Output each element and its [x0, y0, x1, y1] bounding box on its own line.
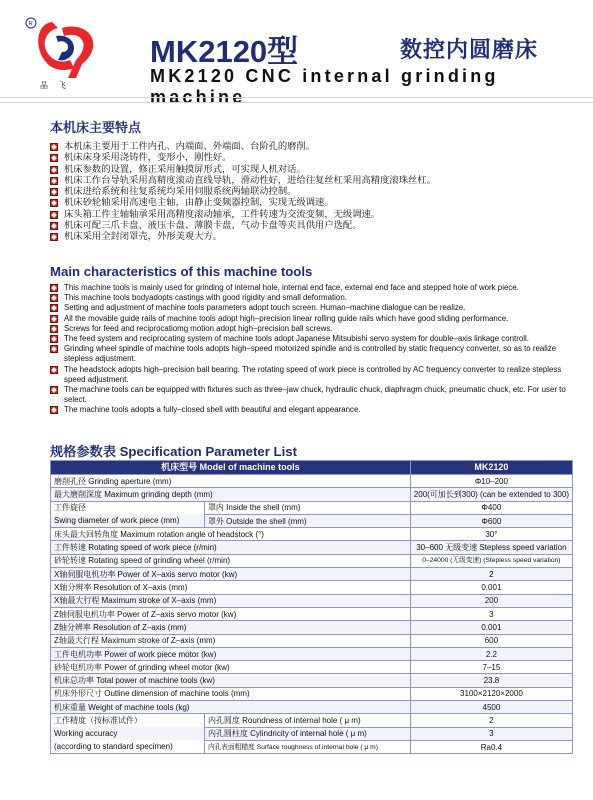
spec-value: 23.8: [410, 674, 572, 687]
spec-value: 2: [410, 714, 572, 727]
list-item-text: 机床参数的设置，修正采用触摸屏形式，可实现人机对话。: [64, 163, 306, 174]
list-item: [50, 334, 570, 344]
list-item: [50, 175, 570, 186]
table-row: [51, 541, 573, 554]
spec-value: 3100×2120×2000: [410, 687, 572, 700]
table-row: [51, 647, 573, 660]
spec-value: 0.001: [410, 581, 572, 594]
table-row: [51, 687, 573, 700]
list-item-text: The machine tools can be equipped with fixtures such as three–jaw chuck, hydraulic chuck, diaphragm chuck, pneumatic chuck, etc. For user to select.: [64, 385, 566, 405]
list-item-text: The machine tools adopts a fully–closed shell with beautiful and elegant appearance.: [64, 405, 361, 415]
spec-head-label: 机床型号 Model of machine tools: [51, 461, 411, 475]
spec-value: Ra0.4: [410, 740, 572, 753]
spec-value: 4500: [410, 701, 572, 714]
list-item-text: This machine tools is mainly used for grinding of internal hole, internal end face, external end face and stepped hole of work piece.: [64, 283, 519, 292]
list-item: [50, 324, 570, 334]
list-item-text: 机床进给系统和往复系统均采用伺服系统两轴联动控制。: [64, 186, 297, 197]
spec-group-label: 工件旋径: [51, 501, 205, 514]
list-item-text: Grinding wheel spindle of machine tools adopts high–speed motorized spindle and is controlled by static frequency converter, so as to realize stepless adjustment.: [64, 344, 557, 364]
bullet-icon: [50, 294, 58, 302]
spec-group-label: (according to standard specimen): [51, 740, 205, 753]
spec-label: X轴分辨率 Resolution of X–axis (mm): [51, 581, 411, 594]
model-title: MK2120型: [150, 34, 299, 69]
spec-value: 3: [410, 607, 572, 620]
spec-value: 30–600 无级变速 Stepless speed variation: [410, 541, 572, 554]
bullet-icon: [50, 325, 58, 333]
features-cn-title: 本机床主要特点: [50, 120, 142, 135]
list-item-text: The headstock adopts high–precision ball bearing. The rotating speed of work piece is controlled by AC frequency converter to realize stepless speed adjustment.: [64, 364, 562, 384]
spec-label: Z轴最大行程 Maximum stroke of Z–axis (mm): [51, 634, 411, 647]
bullet-icon: [50, 406, 58, 414]
list-item: [50, 405, 570, 415]
table-row: [51, 634, 573, 647]
list-item-text: 本机床主要用于工件内孔、内端面、外端面、台阶孔的磨削。: [64, 141, 316, 151]
table-row: [51, 701, 573, 714]
list-item-text: Setting and adjustment of machine tools parameters adopt touch screen. Human–machine dialogue can be realize.: [64, 303, 466, 313]
bullet-icon: [50, 177, 58, 185]
table-row: [51, 607, 573, 620]
table-row: [51, 714, 573, 727]
list-item: [50, 164, 570, 175]
bullet-icon: [50, 222, 58, 230]
spec-label: 工件转速 Rotating speed of work piece (r/min): [51, 541, 411, 554]
list-item-text: This machine tools bodyadopts castings with good rigidity and small deformation.: [64, 293, 347, 303]
table-row: [51, 528, 573, 541]
spec-value: 3: [410, 727, 572, 740]
bullet-icon: [50, 143, 58, 151]
list-item: [50, 283, 570, 293]
spec-value: 7–15: [410, 661, 572, 674]
spec-value: 30°: [410, 528, 572, 541]
page-header: [0, 0, 593, 108]
bullet-icon: [50, 233, 58, 241]
spec-label: X轴最大行程 Maximum stroke of X–axis (mm): [51, 594, 411, 607]
list-item: [50, 141, 570, 152]
list-item-text: 机床床身采用浇铸件，变形小，刚性好。: [64, 152, 232, 163]
list-item-text: 机床砂轮轴采用高速电主轴，由静止变频器控制，实现无级调速。: [64, 197, 334, 208]
spec-label: 工件电机功率 Power of work piece motor (kw): [51, 647, 411, 660]
spec-title: 规格参数表 Specification Parameter List: [50, 444, 297, 459]
spec-label: Z轴伺服电机功率 Power of Z–axis servo motor (kw): [51, 607, 411, 620]
spec-value: Φ600: [410, 514, 572, 527]
list-item: [50, 385, 570, 405]
list-item: [50, 152, 570, 163]
spec-label: 床头最大回转角度 Maximum rotation angle of headstock (°): [51, 528, 411, 541]
spec-group-label: 工作精度（按标准试件）: [51, 714, 205, 727]
list-item-text: Screws for feed and reciprocatiomg motion adopt high–precision ball screws.: [64, 323, 333, 333]
spec-sub-label: 罩内 Inside the shell (mm): [204, 501, 410, 514]
bullet-icon: [50, 366, 58, 374]
table-row: [51, 581, 573, 594]
bullet-icon: [50, 199, 58, 207]
list-item: [50, 220, 570, 231]
bullet-icon: [50, 154, 58, 162]
bullet-icon: [50, 166, 58, 174]
table-row: [51, 594, 573, 607]
list-item-text: 床头箱工件主轴轴承采用高精度滚动轴承，工件转速为交流变频，无级调速。: [64, 208, 381, 219]
spec-head-value: MK2120: [410, 461, 572, 475]
bullet-icon: [50, 386, 58, 394]
table-row: [51, 621, 573, 634]
spec-value: 0–24000 (无级变速) (Stepless speed variation): [410, 554, 572, 567]
list-item: [50, 209, 570, 220]
list-item-text: All the movable guide rails of machine tools adopt high–precision linear rolling guide rails which have good sliding performance.: [64, 313, 509, 323]
list-item: [50, 231, 570, 242]
title-chinese: 数控内圆磨床: [400, 37, 539, 62]
bullet-icon: [50, 211, 58, 219]
list-item: [50, 314, 570, 324]
spec-label: 最大磨削深度 Maximum grinding depth (mm): [51, 488, 411, 501]
spec-label: 机床重量 Weight of machine tools (kg): [51, 701, 411, 714]
bullet-icon: [50, 335, 58, 343]
list-item-text: 机床工作台导轨采用高精度滚动直线导轨，滑动性好，进给往复丝杠采用高精度滚珠丝杠。: [64, 174, 436, 185]
table-row: [51, 727, 573, 740]
bullet-icon: [50, 284, 58, 292]
spec-value: 0.001: [410, 621, 572, 634]
bullet-icon: [50, 188, 58, 196]
table-row: [51, 514, 573, 527]
table-row: [51, 554, 573, 567]
features-cn-list: [50, 141, 570, 243]
table-row: [51, 740, 573, 753]
table-row: [51, 568, 573, 581]
list-item: [50, 344, 570, 364]
spec-label: 机床总功率 Total power of machine tools (kw): [51, 674, 411, 687]
header-divider: [0, 97, 593, 103]
spec-label: 机床外形尺寸 Outline dimension of machine tools (mm): [51, 687, 411, 700]
spec-value: 600: [410, 634, 572, 647]
spec-value: Φ10–200: [410, 475, 572, 488]
list-item-text: The feed system and reciprocating system of machine tools adopt Japanese Mitsubishi servo system for double–axis linkage controll.: [64, 334, 529, 344]
list-item: [50, 197, 570, 208]
table-row: [51, 488, 573, 501]
list-item-text: 机床可配三爪卡盘、液压卡盘、薄膜卡盘、气动卡盘等夹具供用户选配。: [64, 220, 362, 231]
spec-value: 200: [410, 594, 572, 607]
svg-text:R: R: [28, 21, 33, 28]
spec-sub-label: 内孔圆柱度 Cylindricity of internal hole ( μ m): [204, 727, 410, 740]
table-row: [51, 674, 573, 687]
bullet-icon: [50, 345, 58, 353]
spec-value: Φ400: [410, 501, 572, 514]
features-en-list: [50, 283, 570, 416]
spec-label: Z轴分辨率 Resolution of Z–axis (mm): [51, 621, 411, 634]
spec-group-label: Swing diameter of work piece (mm): [51, 514, 205, 527]
spec-value: 2.2: [410, 647, 572, 660]
spec-group-label: Working accuracy: [51, 727, 205, 740]
table-row: [51, 661, 573, 674]
spec-value: 200(可加长到300) (can be extended to 300): [410, 488, 572, 501]
spec-sub-label: 罩外 Outside the shell (mm): [204, 514, 410, 527]
list-item: [50, 293, 570, 303]
spec-label: 磨削孔径 Grinding aperture (mm): [51, 475, 411, 488]
list-item-text: 机床采用全封闭罩壳，外形美观大方。: [64, 231, 223, 242]
spec-label: 砂轮转速 Rotating speed of grinding wheel (r/min): [51, 554, 411, 567]
spec-value: 2: [410, 568, 572, 581]
spec-label: 砂轮电机功率 Power of grinding wheel motor (kw): [51, 661, 411, 674]
spec-label: X轴伺服电机功率 Power of X–axis servo motor (kw): [51, 568, 411, 581]
brand-name: 晶飞: [40, 81, 76, 90]
company-logo: [22, 14, 114, 82]
spec-table: [50, 460, 573, 754]
title-english: MK2120 CNC internal grinding machine: [150, 66, 499, 107]
features-en-title: Main characteristics of this machine tools: [50, 264, 313, 279]
table-row: [51, 475, 573, 488]
list-item: [50, 303, 570, 313]
list-item: [50, 186, 570, 197]
bullet-icon: [50, 315, 58, 323]
table-row: [51, 501, 573, 514]
spec-sub-label: 内孔圆度 Roundness of internal hole ( μ m): [204, 714, 410, 727]
list-item: [50, 365, 570, 385]
bullet-icon: [50, 304, 58, 312]
spec-sub-label: 内孔表面粗糙度 Surface roughness of internal hole ( μ m): [204, 740, 410, 753]
